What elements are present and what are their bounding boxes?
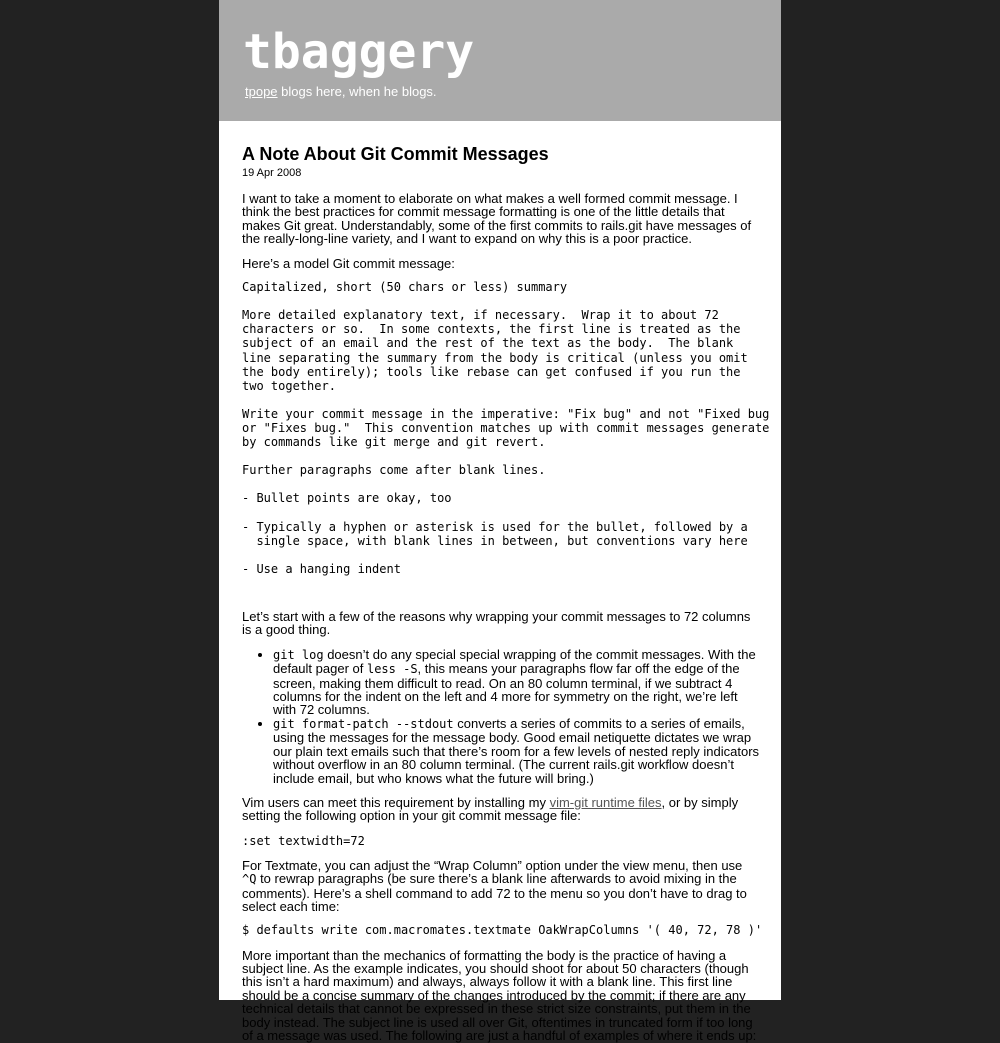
defaults-command: $ defaults write com.macromates.textmate OakWrapColumns '( 40, 72, 78 )': [242, 923, 763, 938]
textmate-paragraph: [242, 859, 760, 914]
masthead: [219, 0, 781, 121]
vim-git-link[interactable]: vim-git runtime files: [549, 794, 662, 810]
vim-text: Vim users can meet this requirement by installing my: [242, 794, 550, 810]
page: [219, 0, 781, 1043]
post-date: 19 Apr 2008: [242, 167, 302, 179]
inline-code: git log: [273, 647, 324, 662]
reasons-list: [242, 648, 760, 785]
post-article: [242, 144, 770, 1043]
subject-line-paragraph: More important than the mechanics of formatting the body is the practice of having a subject line. As the example indicates, you should shoot for about 50 characters (though this isn’t a hard maximum) and always, always follow it with a blank line. This first line should be a concise summary of the changes introduced by the commit; if there are any technical details that cannot be expressed in these strict size constraints, put them in the body instead. The subject line is used all over Git, oftentimes in truncated form if too long of a message was used. The following are just a handful of examples of where it ends up:: [242, 947, 757, 1043]
site-title[interactable]: tbaggery: [243, 24, 475, 80]
model-intro-paragraph: Here’s a model Git commit message:: [242, 255, 455, 271]
intro-paragraph: I want to take a moment to elaborate on what makes a well formed commit message. I think the best practices for commit message formatting is one of the little details that makes Git great. Understandably, some of the first commits to rails.git have messages of the really-long-line variety, and I want to expand on why this is a poor practice.: [242, 191, 752, 247]
list-item: [273, 648, 760, 717]
commit-message-example: Capitalized, short (50 chars or less) summary More detailed explanatory text, if necessary. Wrap it to about 72 characters or so. In some contexts, the first line is treated as the subject of an email and the rest of the text as the body. The blank line separating the summary from the body is critical (unless you omit the body entirely); tools like rebase can get confused if you run the two together. Write your commit message in the imperative: "Fix bug" and not "Fixed bug or "Fixes bug." This convention matches up with commit messages generate by commands like git merge and git revert. Further paragraphs come after blank lines. - Bullet points are okay, too - Typically a hyphen or asterisk is used for the bullet, followed by a single space, with blank lines in between, but conventions vary here - Use a hanging indent: [242, 280, 770, 576]
author-link[interactable]: tpope: [245, 84, 278, 99]
list-item-text: , this means your paragraphs flow far off the edge of the screen, making them difficult to read. On an 80 column terminal, if we subtract 4 columns for the indent on the left and 4 more for symmetry on the right, we’re left with 72 columns.: [273, 661, 740, 718]
textmate-text: For Textmate, you can adjust the “Wrap Column” option under the view menu, then use: [242, 857, 743, 873]
vim-command: :set textwidth=72: [242, 833, 365, 848]
inline-code: less -S: [366, 662, 418, 677]
textmate-text: to rewrap paragraphs (be sure there’s a blank line afterwards to avoid mixing in the comments). Here’s a shell command to add 72 to the menu so you don’t have to drag to select each time:: [242, 871, 747, 915]
inline-code: git format-patch --stdout: [273, 716, 454, 731]
vim-paragraph: [242, 796, 760, 823]
list-item-text: doesn’t do any special special wrapping of the commit messages. With the default pager of: [273, 646, 756, 677]
inline-code: ^Q: [242, 872, 257, 887]
post-title: A Note About Git Commit Messages: [242, 144, 549, 164]
vim-text: , or by simply setting the following option in your git commit message file:: [242, 794, 739, 824]
list-item: [273, 717, 760, 785]
list-item-text: converts a series of commits to a series of emails, using the messages for the message body. Good email netiquette dictates we wrap our plain text emails such that there’s room for a few levels of nested reply indicators without overflow in an 80 column terminal. (The current rails.git workflow doesn’t include email, but who knows what the future will bring.): [273, 715, 760, 786]
tagline-text: blogs here, when he blogs.: [277, 84, 437, 99]
reasons-intro-paragraph: Let’s start with a few of the reasons why wrapping your commit messages to 72 columns is a good thing.: [242, 609, 751, 638]
tagline: [245, 84, 437, 99]
